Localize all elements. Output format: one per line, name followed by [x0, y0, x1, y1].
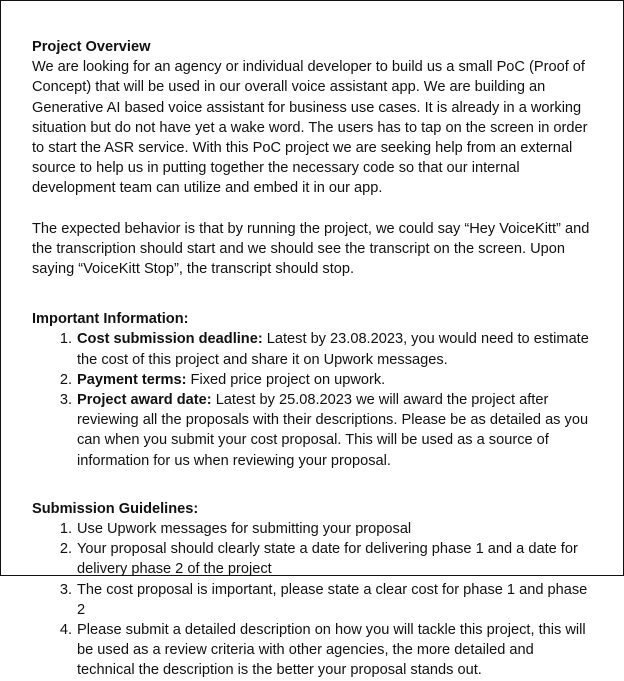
- list-item-lead: Payment terms:: [77, 371, 187, 388]
- list-item-lead: Cost submission deadline:: [77, 331, 263, 348]
- list-item-text: Use Upwork messages for submitting your proposal: [77, 521, 412, 538]
- important-information-heading: Important Information:: [32, 311, 189, 328]
- submission-guidelines-heading: Submission Guidelines:: [32, 500, 199, 517]
- list-item: [32, 620, 594, 681]
- project-overview-heading: Project Overview: [32, 39, 151, 55]
- section-spacer-submission: [32, 471, 594, 499]
- list-item-text: The cost proposal is important, please state a clear cost for phase 1 and phase 2: [77, 581, 588, 618]
- list-item: [32, 519, 594, 539]
- list-item: [32, 539, 594, 579]
- submission-guidelines-list: [32, 519, 594, 681]
- list-item-text: Your proposal should clearly state a date for delivering phase 1 and a date for delivery phase 2 of the project: [77, 541, 578, 578]
- list-item: [32, 329, 594, 369]
- project-overview-paragraph-1: We are looking for an agency or individual developer to build us a small PoC (Proof of Concept) that will be used in our overall voice assistant app. We are building an Generative AI based voice assistant for business use cases. It is already in a working situation but do not have yet a wake word. The users has to tap on the screen in order to start the ASR service. With this PoC project we are seeking help from an external source to help us in putting together the necessary code so that our internal development team can utilize and embed it in our app.: [32, 59, 588, 197]
- list-item: [32, 370, 594, 390]
- list-item-text: Latest by 23.08.2023, you would need to estimate the cost of this project and share it on Upwork messages.: [77, 331, 589, 368]
- list-item-text: Fixed price project on upwork.: [186, 371, 386, 388]
- paragraph-spacer: [32, 199, 594, 219]
- list-item-text: Please submit a detailed description on how you will tackle this project, this will be used as a review criteria with other agencies, the more detailed and technical the description is the better your proposal stands out.: [77, 622, 586, 679]
- document-body: [32, 37, 594, 681]
- list-item-text: Latest by 25.08.2023 we will award the project after reviewing all the proposals with their descriptions. Please be as detailed as you can when you submit your cost proposal. This will be used as a source of information for us when reviewing your proposal.: [77, 392, 589, 469]
- list-item-lead: Project award date:: [77, 392, 212, 409]
- section-spacer-important: [32, 279, 594, 309]
- project-overview-paragraph-2: The expected behavior is that by running the project, we could say “Hey VoiceKitt” and the transcription should start and we should see the transcript on the screen. Upon saying “VoiceKitt Stop”, the transcript should stop.: [32, 220, 590, 278]
- important-information-list: [32, 329, 594, 470]
- list-item: [32, 390, 594, 471]
- list-item: [32, 580, 594, 620]
